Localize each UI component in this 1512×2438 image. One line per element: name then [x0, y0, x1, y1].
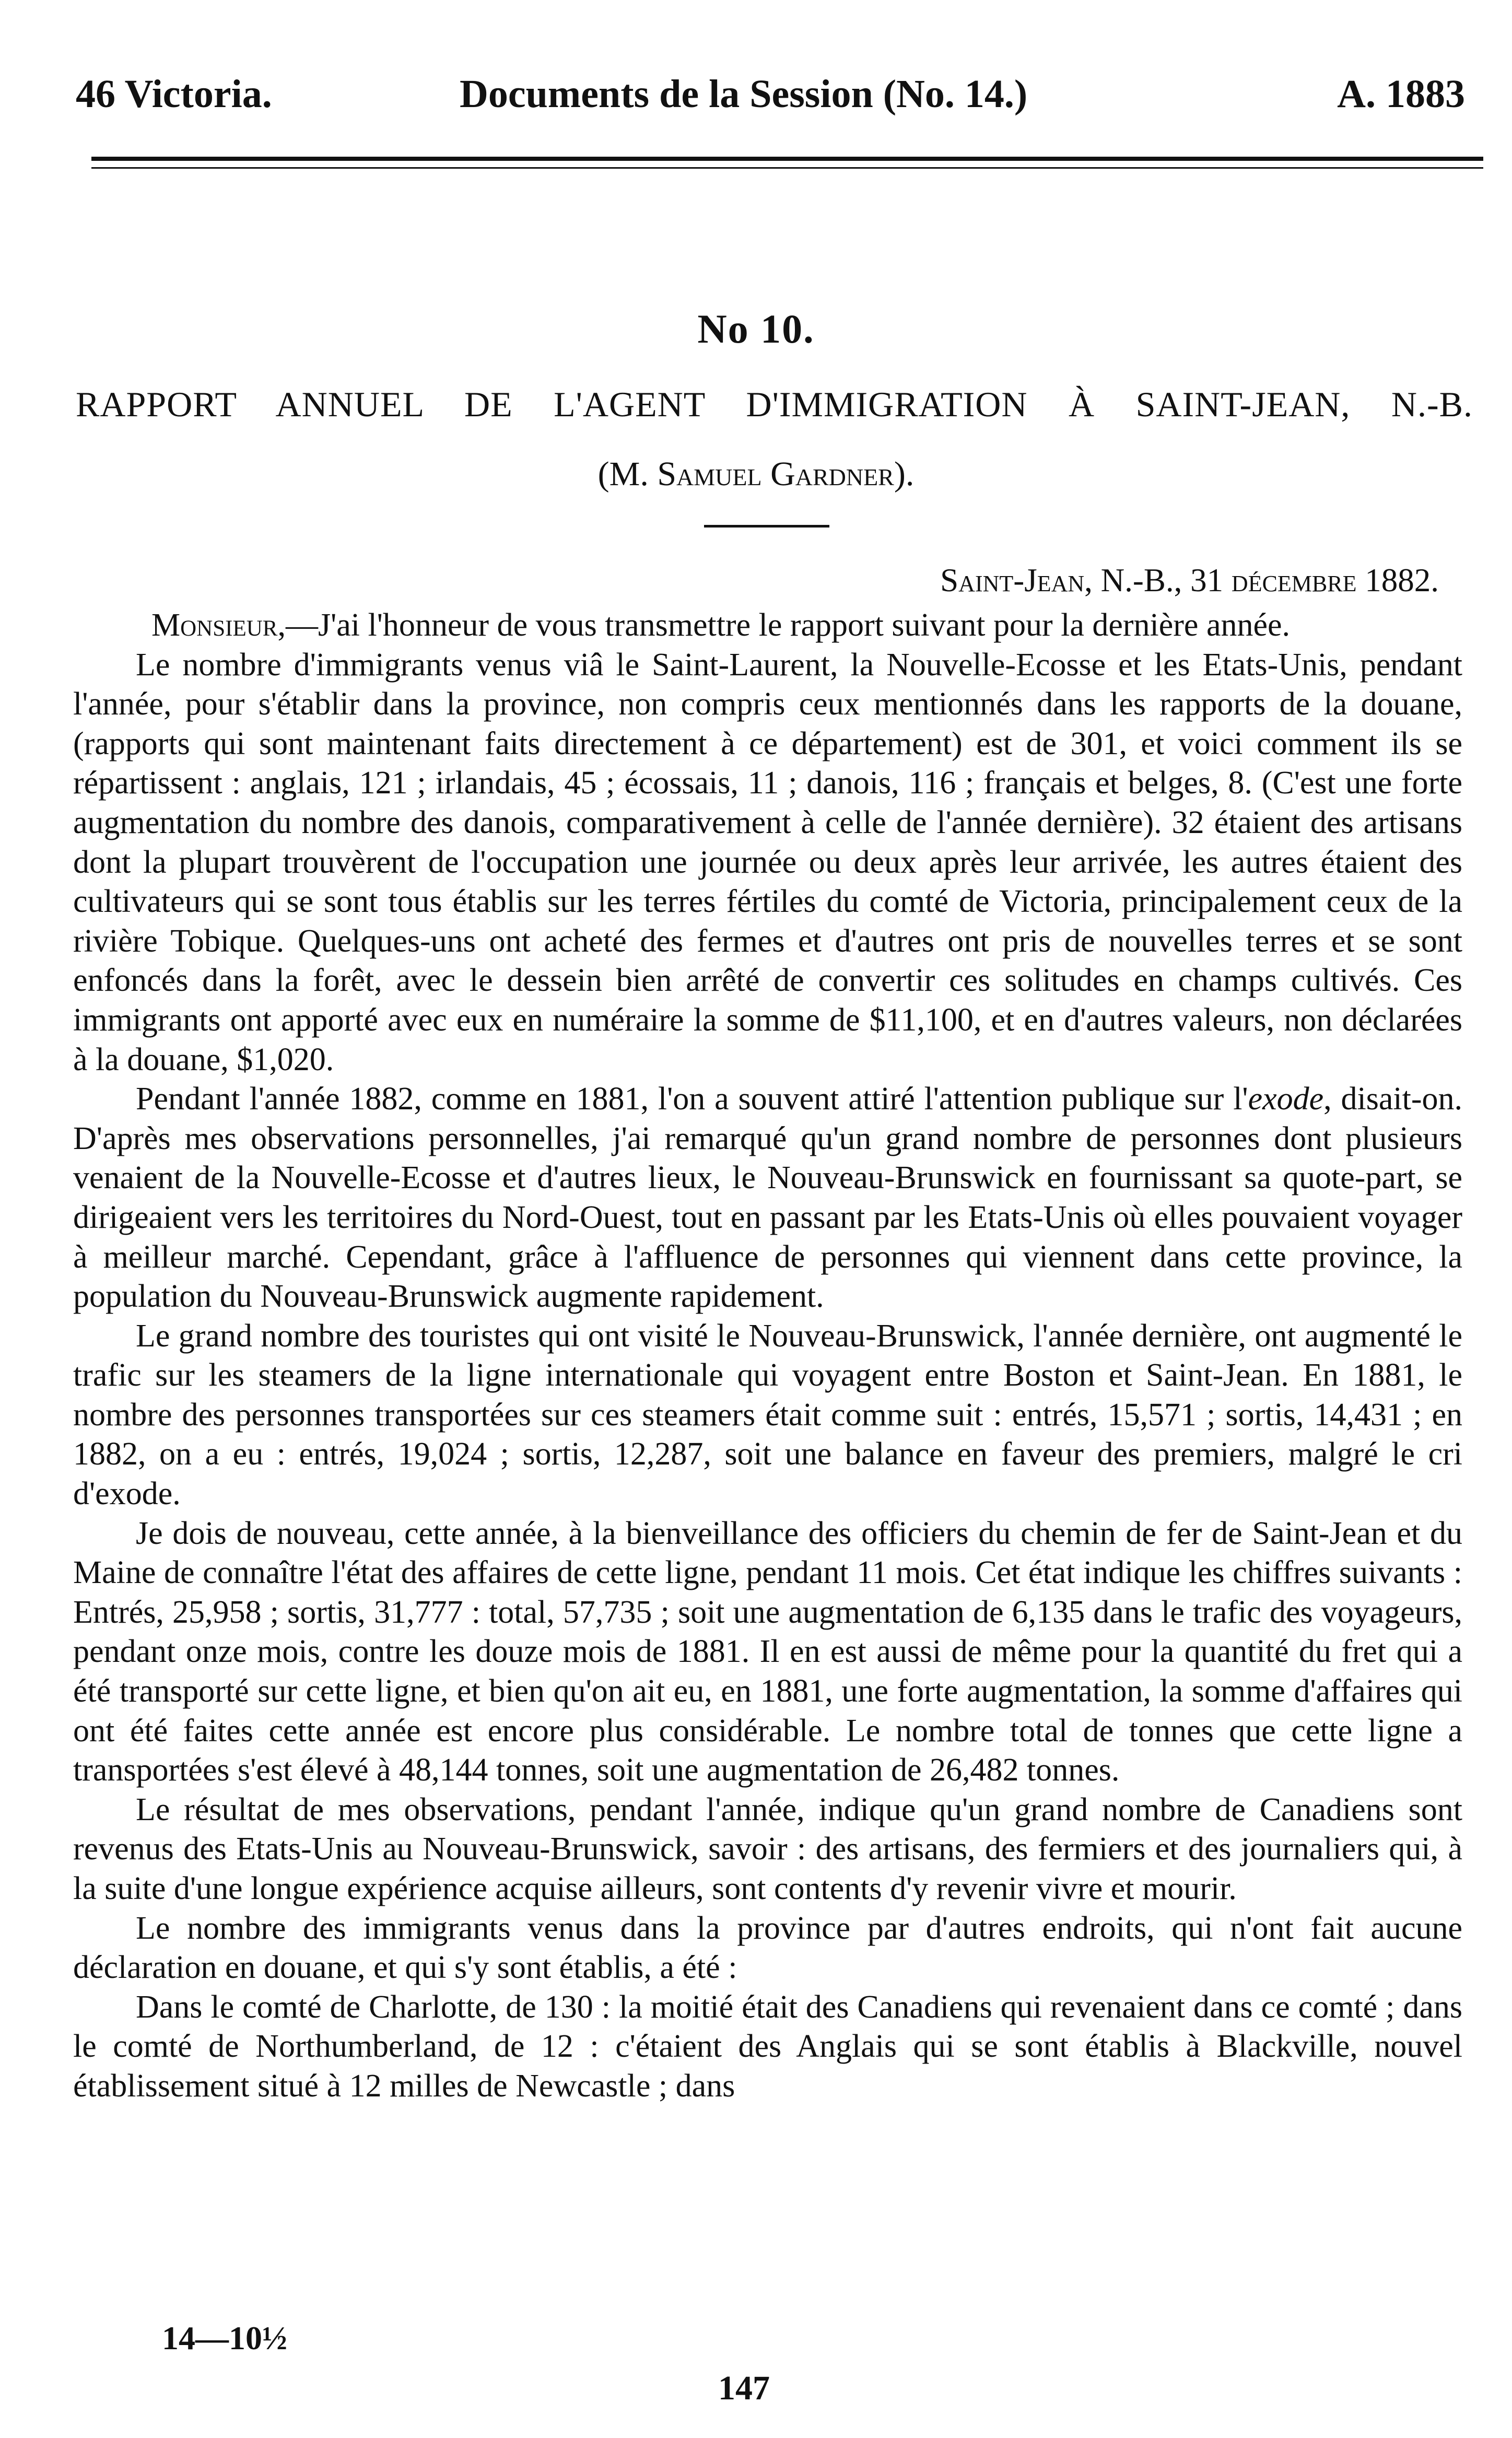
running-head-year: A. 1883: [1337, 72, 1465, 116]
paragraph-exode-emphasis: exode: [1248, 1081, 1324, 1117]
title-divider: [704, 525, 829, 528]
letter-opening-paragraph: [73, 606, 1462, 646]
opening-text: —J'ai l'honneur de vous transmettre le rapport suivant pour la dernière année.: [285, 607, 1290, 643]
document-number: No 10.: [697, 306, 815, 351]
salutation: Monsieur,: [151, 607, 286, 643]
header-rule-thick: [91, 157, 1483, 161]
paragraph-railway: Je dois de nouveau, cette année, à la bienveillance des officiers du chemin de fer de Saint-Jean et du Maine de connaître l'état des affaires de cette ligne, pendant 11 mois. Cet état indique les chiffres suivants : Entrés, 25,958 ; sortis, 31,777 : total, 57,735 ; soit une augmentation de 6,135 dans le trafic des voyageurs, pendant onze mois, contre les douze mois de 1881. Il en est aussi de même pour la quantité du fret qui a été transporté sur cette ligne, et bien qu'on ait eu, en 1881, une forte augmentation, la somme d'affaires qui ont été faites cette année est encore plus considérable. Le nombre total de tonnes que cette ligne a transportées s'est élevé à 48,144 tonnes, soit une augmentation de 26,482 tonnes.: [73, 1515, 1462, 1788]
paragraph-returning-canadians: Le résultat de mes observations, pendant l'année, indique qu'un grand nombre de Canadiens sont revenus des Etats-Unis au Nouveau-Brunswick, savoir : des artisans, des fermiers et des journaliers qui, à la suite d'une longue expérience acquise ailleurs, sont contents d'y revenir vivre et mourir.: [73, 1791, 1462, 1906]
document-author: (M. Samuel Gardner).: [597, 455, 915, 493]
letter-dateline: Saint-Jean, N.-B., 31 décembre 1882.: [940, 562, 1439, 599]
running-head-title: Documents de la Session (No. 14.): [460, 72, 1028, 116]
running-head: [76, 65, 1465, 123]
page-number: 147: [718, 2369, 770, 2407]
paragraph-exode: [73, 1080, 1462, 1317]
paragraph-counties: Dans le comté de Charlotte, de 130 : la moitié était des Canadiens qui revenaient dans ce comté ; dans le comté de Northumberland, de 12 : c'étaient des Anglais qui se sont établis à Blackville, nouvel établissement situé à 12 milles de Newcastle ; dans: [73, 1989, 1462, 2104]
header-rule-thin: [91, 167, 1483, 169]
paragraph-other-immigrants: Le nombre des immigrants venus dans la province par d'autres endroits, qui n'ont fait aucune déclaration en douane, et qui s'y sont établis, a été :: [73, 1910, 1462, 1986]
paragraph-exode-end: , disait-on. D'après mes observations personnelles, j'ai remarqué qu'un grand nombre de personnes dont plusieurs venaient de la Nouvelle-Ecosse et d'autres lieux, le Nouveau-Brunswick en fournissant sa quote-part, se dirigeaient vers les territoires du Nord-Ouest, tout en passant par les Etats-Unis où elles pouvaient voyager à meilleur marché. Cependant, grâce à l'affluence de personnes qui viennent dans cette province, la population du Nouveau-Brunswick augmente rapidement.: [73, 1081, 1462, 1315]
paragraph-exode-start: Pendant l'année 1882, comme en 1881, l'on a souvent attiré l'attention publique sur l': [136, 1081, 1248, 1117]
document-title: RAPPORT ANNUEL DE L'AGENT D'IMMIGRATION À SAINT-JEAN, N.-B.: [76, 384, 1473, 424]
paragraph-immigrants: Le nombre d'immigrants venus viâ le Saint-Laurent, la Nouvelle-Ecosse et les Etats-Unis, pendant l'année, pour s'établir dans la province, non compris ceux mentionnés dans les rapports de la douane, (rapports qui sont maintenant faits directement à ce département) est de 301, et voici comment ils se répartissent : anglais, 121 ; irlandais, 45 ; écossais, 11 ; danois, 116 ; français et belges, 8. (C'est une forte augmentation du nombre des danois, comparativement à celle de l'année dernière). 32 étaient des artisans dont la plupart trouvèrent de l'occupation une journée ou deux après leur arrivée, les autres étaient des cultivateurs qui se sont tous établis sur les terres fértiles du comté de Victoria, principalement ceux de la rivière Tobique. Quelques-uns ont acheté des fermes et d'autres ont pris de nouvelles terres et se sont enfoncés dans la forêt, avec le dessein bien arrêté de convertir ces solitudes en champs cultivés. Ces immigrants ont apporté avec eux en numéraire la somme de $11,100, et en d'autres valeurs, non déclarées à la douane, $1,020.: [73, 647, 1462, 1077]
paragraph-steamers: Le grand nombre des touristes qui ont visité le Nouveau-Brunswick, l'année dernière, ont augmenté le trafic sur les steamers de la ligne internationale qui voyagent entre Boston et Saint-Jean. En 1881, le nombre des personnes transportées sur ces steamers était comme suit : entrés, 15,571 ; sortis, 14,431 ; en 1882, on a eu : entrés, 19,024 ; sortis, 12,287, soit une balance en faveur des premiers, malgré le cri d'exode.: [73, 1318, 1462, 1512]
printer-signature-mark: 14—10½: [162, 2319, 287, 2357]
running-head-volume: 46 Victoria.: [76, 72, 272, 116]
letter-body: [73, 606, 1462, 2106]
